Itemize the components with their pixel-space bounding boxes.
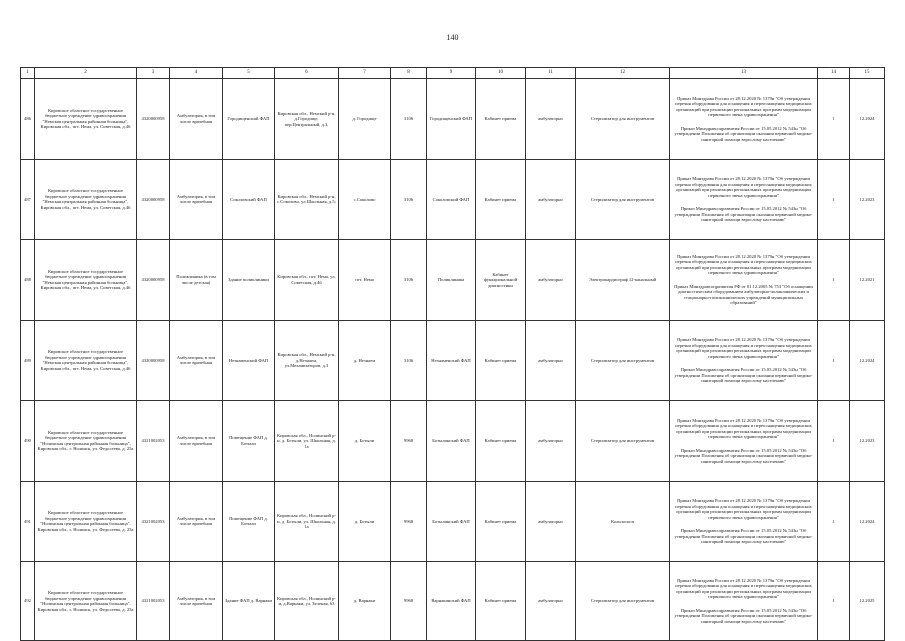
care-mode-cell: амбулаторно — [526, 240, 576, 321]
room-cell: Кабинет приема — [476, 79, 526, 160]
quantity-cell: 1 — [818, 481, 850, 562]
building-cell: Незнаменский ФАП — [223, 320, 275, 401]
equipment-cell: Стерилизатор для инструментов — [576, 320, 670, 401]
inn-cell: 4321002053 — [137, 562, 170, 641]
organization-cell: Кировское областное государственное бюджетное учреждение здравоохранения "Нолинская центральная районная больница", Кировская обл., г. Нолинск, ул. Федосеева, д. 25а — [35, 401, 137, 482]
unit-cell: Ботылинский ФАП — [427, 401, 476, 482]
row-number: 486 — [21, 79, 35, 160]
inn-cell: 4320000958 — [137, 159, 170, 240]
facility-type-cell: Поликлиника (в том числе детская) — [170, 240, 223, 321]
table-body — [21, 79, 885, 641]
table-row — [21, 481, 885, 562]
regulation-order-1379n: Приказ Минздрава России от 28.12.2020 № 1379н "Об утверждении перечня оборудования для оснащения и переоснащения медицинских организаций при реализации региональных программ модернизации первичного звена здравоохранения" — [675, 337, 812, 359]
code-cell: 3106 — [391, 159, 427, 240]
organization-cell: Кировское областное государственное бюджетное учреждение здравоохранения "Немская центральная районная больница", Кировская обл., пгт. Нема, ул. Советская, д.46 — [35, 79, 137, 160]
table-row — [21, 562, 885, 641]
unit-cell: Незнаменский ФАП — [427, 320, 476, 401]
row-number: 492 — [21, 562, 35, 641]
code-cell: 3106 — [391, 79, 427, 160]
date-cell: 12.2024 — [850, 79, 885, 160]
care-mode-cell: амбулаторно — [526, 562, 576, 641]
regulation-cell — [670, 159, 818, 240]
row-number: 488 — [21, 240, 35, 321]
address-cell: Кировская обл., Немский р-н, д.Незнаем, ул.Механизаторов, д.3 — [275, 320, 339, 401]
regulation-cell — [670, 79, 818, 160]
organization-cell: Кировское областное государственное бюджетное учреждение здравоохранения "Нолинская центральная районная больница", Кировская обл., г. Нолинск, ул. Федосеева, д. 25а — [35, 562, 137, 641]
inn-cell: 4320000958 — [137, 320, 170, 401]
regulation-cell — [670, 240, 818, 321]
column-header-6: 6 — [275, 68, 339, 79]
inn-cell: 4320000958 — [137, 79, 170, 160]
care-mode-cell: амбулаторно — [526, 401, 576, 482]
address-cell: Кировская обл., Немский р-н, д.Городище, пер.Центральный, д.3, — [275, 79, 339, 160]
equipment-cell: Электрокардиограф 12-канальный — [576, 240, 670, 321]
facility-type-cell: Амбулатория, в том числе врачебная — [170, 562, 223, 641]
building-cell: Здание поликлиники — [223, 240, 275, 321]
table-row — [21, 320, 885, 401]
locality-cell: с.Соколово — [339, 159, 391, 240]
regulation-cell — [670, 320, 818, 401]
quantity-cell: 1 — [818, 159, 850, 240]
facility-type-cell: Амбулатория, в том числе врачебная — [170, 159, 223, 240]
regulation-cell — [670, 401, 818, 482]
code-cell: 9968 — [391, 481, 427, 562]
organization-cell: Кировское областное государственное бюджетное учреждение здравоохранения "Немская центральная районная больница", Кировская обл., пгт. Нема, ул. Советская, д.46 — [35, 240, 137, 321]
care-mode-cell: амбулаторно — [526, 79, 576, 160]
column-header-11: 11 — [526, 68, 576, 79]
unit-cell: Поликлиника — [427, 240, 476, 321]
unit-cell: Ботылинский ФАП — [427, 481, 476, 562]
regulation-order-1379n: Приказ Минздрава России от 28.12.2020 № 1379н "Об утверждении перечня оборудования для оснащения и переоснащения медицинских организаций при реализации региональных программ модернизации первичного звена здравоохранения" — [675, 417, 812, 439]
regulation-order-secondary: Приказ Минздравсоцразвития России от 15.05.2012 № 543н "Об утверждении Положения об организации оказания первичной медико-санитарной помощи взрослому населению" — [674, 447, 813, 464]
equipment-register-table — [20, 67, 885, 641]
date-cell: 12.2021 — [850, 240, 885, 321]
address-cell: Кировская обл., Немский р-н, с.Соколово, ул.Школьная, д.5; — [275, 159, 339, 240]
regulation-order-1379n: Приказ Минздрава России от 28.12.2020 № 1379н "Об утверждении перечня оборудования для оснащения и переоснащения медицинских организаций при реализации региональных программ модернизации первичного звена здравоохранения" — [675, 176, 812, 198]
building-cell: Городищенский ФАП — [223, 79, 275, 160]
regulation-cell — [670, 481, 818, 562]
date-cell: 12.2024 — [850, 481, 885, 562]
column-header-5: 5 — [223, 68, 275, 79]
address-cell: Кировская обл., Нолинский р-н, д. Ботыли, ул. Школьная, д. 1а — [275, 481, 339, 562]
unit-cell: Варнакинский ФАП — [427, 562, 476, 641]
page-number: 140 — [446, 33, 459, 42]
header-row — [21, 68, 885, 79]
equipment-cell: Стерилизатор для инструментов — [576, 562, 670, 641]
facility-type-cell: Амбулатория, в том числе врачебная — [170, 401, 223, 482]
row-number: 490 — [21, 401, 35, 482]
unit-cell: Соколовский ФАП — [427, 159, 476, 240]
column-header-9: 9 — [427, 68, 476, 79]
organization-cell: Кировское областное государственное бюджетное учреждение здравоохранения "Нолинская центральная районная больница", Кировская обл., г. Нолинск, ул. Федосеева, д. 25а — [35, 481, 137, 562]
locality-cell: д. Ботыли — [339, 481, 391, 562]
room-cell: Кабинет приема — [476, 562, 526, 641]
facility-type-cell: Амбулатория, в том числе врачебная — [170, 320, 223, 401]
regulation-order-1379n: Приказ Минздрава России от 28.12.2020 № 1379н "Об утверждении перечня оборудования для оснащения и переоснащения медицинских организаций при реализации региональных программ модернизации первичного звена здравоохранения" — [675, 253, 812, 276]
date-cell: 12.2023 — [850, 159, 885, 240]
column-header-7: 7 — [339, 68, 391, 79]
column-header-14: 14 — [818, 68, 850, 79]
locality-cell: д. Ботыли — [339, 401, 391, 482]
regulation-order-secondary: Приказ Минздравсоцразвития России от 15.05.2012 № 543н "Об утверждении Положения об организации оказания первичной медико-санитарной помощи взрослому населению" — [674, 367, 813, 383]
locality-cell: д. Варнаки — [339, 562, 391, 641]
regulation-order-secondary: Приказ Минздравсоцразвития РФ от 01.12.2005 № 753 "Об оснащении диагностическим оборудованием амбулаторно-поликлинических и стационарно-поликлинических учреждений муниципальных образований" — [674, 283, 813, 306]
table-row — [21, 159, 885, 240]
row-number: 487 — [21, 159, 35, 240]
organization-cell: Кировское областное государственное бюджетное учреждение здравоохранения "Немская центральная районная больница", Кировская обл., пгт. Нема, ул. Советская, д.46 — [35, 159, 137, 240]
room-cell: Кабинет приема — [476, 401, 526, 482]
regulation-order-1379n: Приказ Минздрава России от 28.12.2020 № 1379н "Об утверждении перечня оборудования для оснащения и переоснащения медицинских организаций при реализации региональных программ модернизации первичного звена здравоохранения" — [675, 498, 812, 520]
equipment-cell: Стерилизатор для инструментов — [576, 159, 670, 240]
date-cell: 12.2024 — [850, 320, 885, 401]
code-cell: 3106 — [391, 320, 427, 401]
column-header-4: 4 — [170, 68, 223, 79]
quantity-cell: 1 — [818, 79, 850, 160]
organization-cell: Кировское областное государственное бюджетное учреждение здравоохранения "Немская центральная районная больница", Кировская обл., пгт. Нема, ул. Советская, д.46 — [35, 320, 137, 401]
inn-cell: 4321002053 — [137, 481, 170, 562]
inn-cell: 4320000958 — [137, 240, 170, 321]
column-header-15: 15 — [850, 68, 885, 79]
code-cell: 3106 — [391, 240, 427, 321]
date-cell: 12.2023 — [850, 401, 885, 482]
room-cell: Кабинет приема — [476, 481, 526, 562]
column-header-10: 10 — [476, 68, 526, 79]
regulation-order-secondary: Приказ Минздравсоцразвития России от 15.05.2012 № 543н "Об утверждении Положения об организации оказания первичной медико-санитарной помощи взрослому населению" — [674, 528, 813, 544]
equipment-cell: Кольпоскоп — [576, 481, 670, 562]
building-cell: Соколовский ФАП — [223, 159, 275, 240]
quantity-cell: 1 — [818, 401, 850, 482]
address-cell: Кировская обл., Нолинский р-н, д. Ботыли, ул. Школьная, д. 1а — [275, 401, 339, 482]
unit-cell: Городищенский ФАП — [427, 79, 476, 160]
date-cell: 12.2025 — [850, 562, 885, 641]
column-header-12: 12 — [576, 68, 670, 79]
table-row — [21, 240, 885, 321]
building-cell: Здание ФАП д. Варнаки — [223, 562, 275, 641]
facility-type-cell: Амбулатория, в том числе врачебная — [170, 79, 223, 160]
regulation-order-secondary: Приказ Минздравсоцразвития России от 15.05.2012 № 543н "Об утверждении Положения об организации оказания первичной медико-санитарной помощи взрослому населению" — [674, 607, 813, 624]
inn-cell: 4321002053 — [137, 401, 170, 482]
regulation-order-secondary: Приказ Минздравсоцразвития России от 15.05.2012 № 543н "Об утверждении Положения об организации оказания первичной медико-санитарной помощи взрослому населению" — [674, 206, 813, 222]
row-number: 491 — [21, 481, 35, 562]
quantity-cell: 1 — [818, 240, 850, 321]
code-cell: 9968 — [391, 562, 427, 641]
column-header-13: 13 — [670, 68, 818, 79]
locality-cell: пгт. Нема — [339, 240, 391, 321]
care-mode-cell: амбулаторно — [526, 481, 576, 562]
building-cell: Помещение ФАП д. Ботыли — [223, 401, 275, 482]
row-number: 489 — [21, 320, 35, 401]
regulation-order-secondary: Приказ Минздравсоцразвития России от 15.05.2012 № 543н "Об утверждении Положения об организации оказания первичной медико-санитарной помощи взрослому населению" — [674, 125, 813, 142]
room-cell: Кабинет приема — [476, 320, 526, 401]
address-cell: Кировская обл., пгт. Нема, ул. Советская, д.46 — [275, 240, 339, 321]
column-header-8: 8 — [391, 68, 427, 79]
column-header-1: 1 — [21, 68, 35, 79]
equipment-cell: Стерилизатор для инструментов — [576, 79, 670, 160]
regulation-order-1379n: Приказ Минздрава России от 28.12.2020 № 1379н "Об утверждении перечня оборудования для оснащения и переоснащения медицинских организаций при реализации региональных программ модернизации первичного звена здравоохранения" — [675, 577, 812, 600]
regulation-cell — [670, 562, 818, 641]
address-cell: Кировская обл., Нолинский р-н, д.Варнаки, ул. Зеленая, 63 — [275, 562, 339, 641]
column-header-2: 2 — [35, 68, 137, 79]
quantity-cell: 1 — [818, 320, 850, 401]
care-mode-cell: амбулаторно — [526, 159, 576, 240]
building-cell: Помещение ФАП д. Ботыли — [223, 481, 275, 562]
quantity-cell: 1 — [818, 562, 850, 641]
locality-cell: д. Городище — [339, 79, 391, 160]
table-row — [21, 401, 885, 482]
regulation-order-1379n: Приказ Минздрава России от 28.12.2020 № 1379н "Об утверждении перечня оборудования для оснащения и переоснащения медицинских организаций при реализации региональных программ модернизации первичного звена здравоохранения" — [675, 95, 812, 117]
equipment-cell: Стерилизатор для инструментов — [576, 401, 670, 482]
room-cell: Кабинет функциональной диагностики — [476, 240, 526, 321]
care-mode-cell: амбулаторно — [526, 320, 576, 401]
column-header-3: 3 — [137, 68, 170, 79]
room-cell: Кабинет приема — [476, 159, 526, 240]
table-row — [21, 79, 885, 160]
locality-cell: д. Незнаем — [339, 320, 391, 401]
code-cell: 9968 — [391, 401, 427, 482]
facility-type-cell: Амбулатория, в том числе врачебная — [170, 481, 223, 562]
